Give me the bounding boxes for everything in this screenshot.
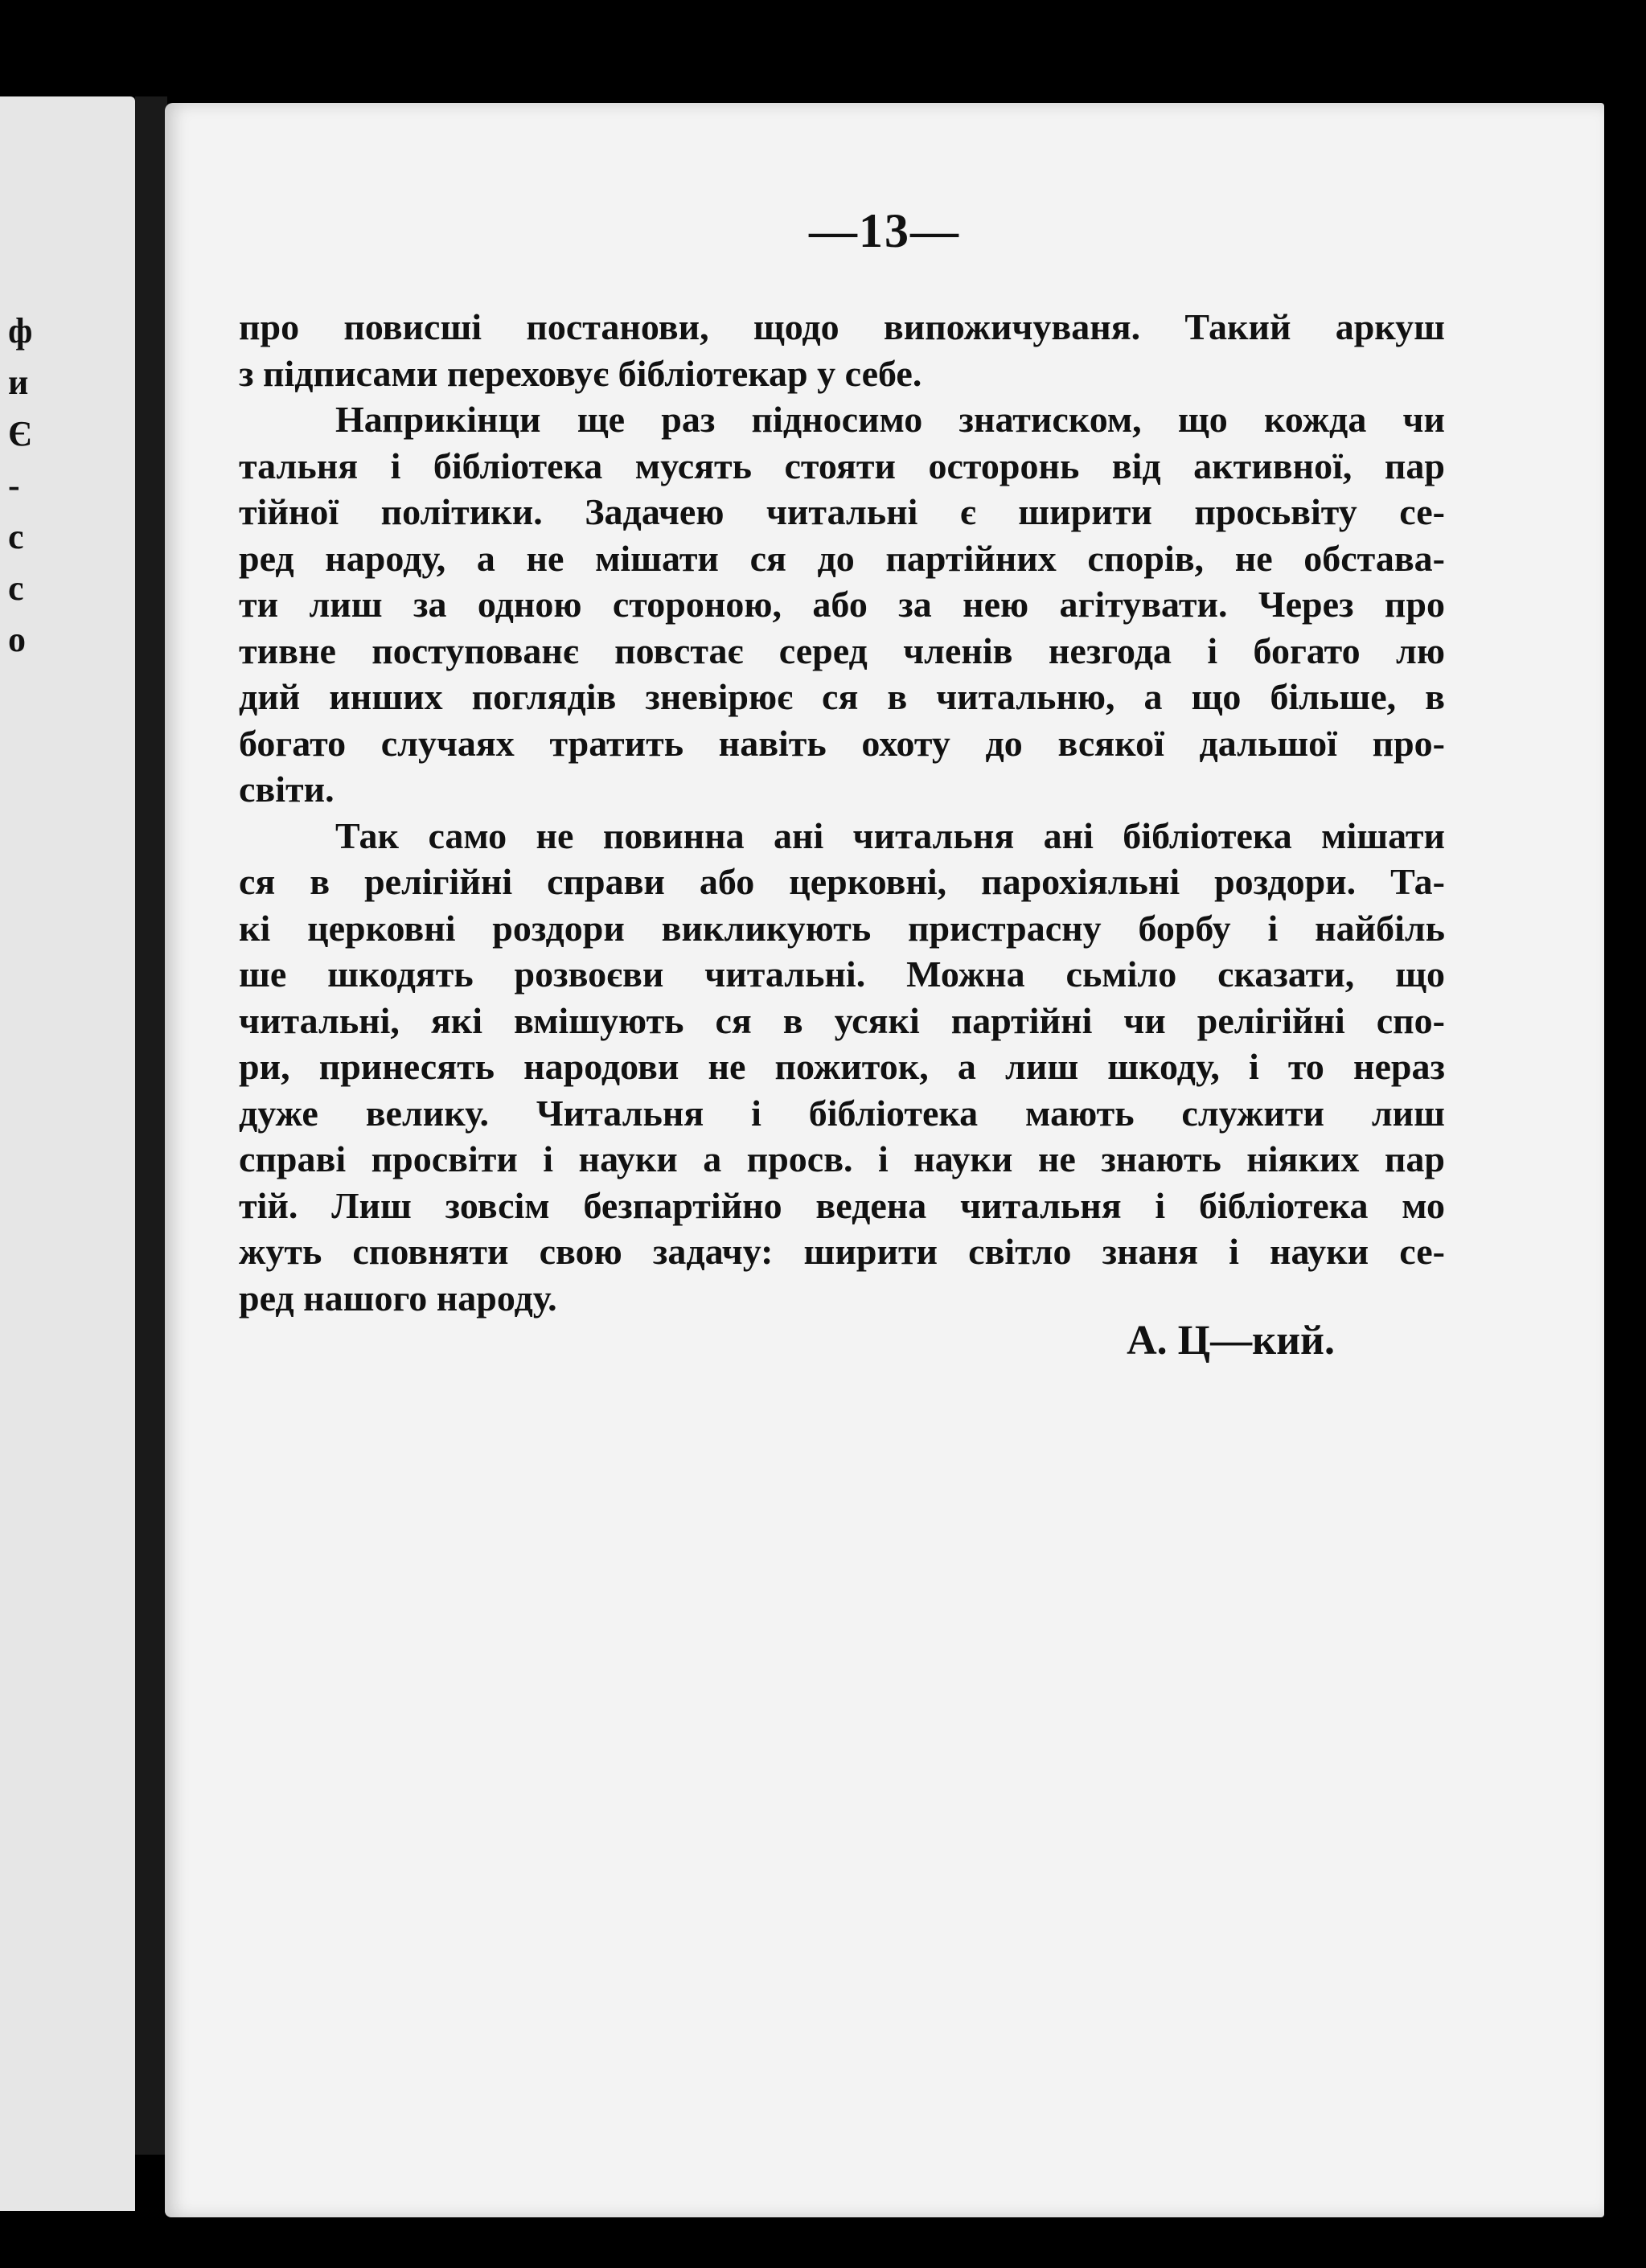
- left-page-char: с: [8, 568, 24, 608]
- text-line: дуже велику. Читальня і бібліотека мають служити лиш: [239, 1092, 1445, 1134]
- left-page-char: ф: [8, 311, 33, 351]
- text-line: тійної політики. Задачею читальні є ширити просьвіту се-: [239, 491, 1445, 532]
- text-line: тій. Лиш зовсім безпартійно ведена читальня і бібліотека мо: [239, 1184, 1445, 1226]
- text-line: ред народу, а не мішати ся до партійних спорів, не обстава-: [239, 537, 1445, 579]
- text-line: справі просвіти і науки а просв. і науки не знають ніяких пар: [239, 1138, 1445, 1179]
- paragraph-2: [239, 396, 1445, 813]
- paragraph-3: [239, 813, 1445, 1322]
- text-line: ред нашого народу.: [239, 1277, 557, 1319]
- text-line: тальня і бібліотека мусять стояти осторонь від активної, пар: [239, 445, 1445, 486]
- left-page-text: [8, 306, 40, 666]
- text-line: ти лиш за одною стороною, або за нею агітувати. Через про: [239, 584, 1445, 625]
- text-line: жуть сповняти свою задачу: ширити світло знаня і науки се-: [239, 1231, 1445, 1272]
- author-signature: А. Ц—кий.: [1127, 1318, 1335, 1364]
- text-line: богато случаях тратить навіть охоту до всякої дальшої про-: [239, 722, 1445, 764]
- text-line: Так само не повинна ані читальня ані бібліотека мішати: [335, 814, 1445, 856]
- book-spine: [135, 96, 167, 2155]
- left-page-edge: [0, 96, 135, 2211]
- left-page-char: Є: [8, 414, 32, 453]
- text-line: Наприкінци ще раз підносимо знатиском, що кожда чи: [335, 399, 1445, 440]
- text-line: з підписами переховує бібліотекар у себе.: [239, 352, 922, 394]
- text-line: про повисші постанови, щодо випожичуваня. Такий аркуш: [239, 306, 1445, 347]
- text-line: тивне поступованє повстає серед членів незгода і богато лю: [239, 630, 1445, 671]
- text-line: світи.: [239, 769, 335, 810]
- text-line: читальні, які вмішують ся в усякі партійні чи релігійні спо-: [239, 999, 1445, 1041]
- text-line: дий инших поглядів зневірює ся в читальню, а що більше, в: [239, 676, 1445, 717]
- left-page-char: с: [8, 517, 24, 556]
- text-line: ри, принесять народови не пожиток, а лиш шкоду, і то нераз: [239, 1046, 1445, 1087]
- text-line: кі церковні роздори викликують пристрасну борбу і найбіль: [239, 907, 1445, 949]
- left-page-char: и: [8, 363, 29, 402]
- document-page: [165, 103, 1604, 2217]
- left-page-char: о: [8, 620, 26, 659]
- text-line: ся в релігійні справи або церковні, парохіяльні роздори. Та-: [239, 861, 1445, 902]
- body-text: [239, 304, 1445, 1321]
- page-number: —13—: [809, 204, 960, 257]
- left-page-char: -: [8, 465, 20, 505]
- text-line: ше шкодять розвоєви читальні. Можна сьміло сказати, що: [239, 954, 1445, 995]
- paragraph-1: [239, 304, 1445, 396]
